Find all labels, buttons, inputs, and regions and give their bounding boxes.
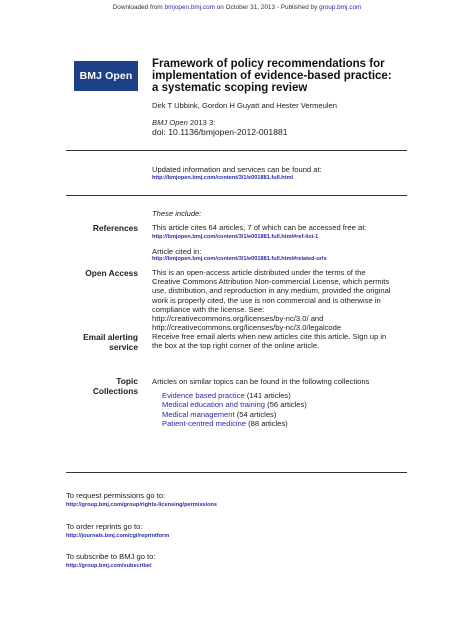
open-access-line: http://creativecommons.org/licenses/by-nc/3.0/ and — [152, 314, 324, 324]
divider — [66, 195, 407, 196]
collection-item[interactable] — [162, 391, 307, 400]
topic-collections-label — [66, 376, 138, 396]
permissions-text: To request permissions go to: — [66, 491, 166, 500]
title-line-2: implementation of evidence-based practice: — [152, 70, 392, 83]
open-access-line: http://creativecommons.org/licenses/by-nc/3.0/legalcode — [152, 323, 342, 333]
open-access-line: use, distribution, and reproduction in any medium, provided the original — [152, 286, 391, 296]
collection-count: (88 articles) — [246, 418, 288, 428]
email-alerting-line-1: Receive free email alerts when new articles cite this article. Sign up in — [152, 332, 387, 341]
collection-count: (54 articles) — [234, 409, 277, 419]
open-access-text — [152, 268, 417, 332]
divider — [66, 150, 407, 151]
email-alerting-label-line-2: service — [109, 342, 138, 352]
collection-name[interactable]: Medical education and training — [162, 400, 266, 410]
open-access-line: work is properly cited, the use is non commercial and is otherwise in — [152, 295, 381, 305]
journal-name: BMJ Open — [152, 118, 188, 127]
collection-item[interactable] — [162, 410, 307, 419]
collections-list — [162, 391, 307, 428]
logo-text: BMJ Open — [79, 70, 133, 82]
subscribe-url[interactable]: http://group.bmj.com/subscribe/ — [66, 563, 152, 569]
open-access-line: Creative Commons Attribution Non-commercial License, which permits — [152, 277, 390, 287]
email-alerting-text — [152, 332, 417, 350]
article-cited-url[interactable]: http://bmjopen.bmj.com/content/3/1/e001881.full.html#related-urls — [152, 256, 327, 262]
references-text: This article cites 64 articles, 7 of which can be accessed free at: — [152, 223, 367, 232]
collection-name[interactable]: Medical management — [162, 409, 235, 419]
collection-item[interactable] — [162, 419, 307, 428]
subscribe-text: To subscribe to BMJ go to: — [66, 552, 156, 561]
collection-count: (141 articles) — [244, 391, 291, 400]
article-doi: doi: 10.1136/bmjopen-2012-001881 — [152, 127, 288, 137]
collection-name[interactable]: Patient-centred medicine — [162, 418, 246, 428]
collection-name[interactable]: Evidence based practice — [162, 391, 245, 400]
email-alerting-label-line-1: Email alerting — [83, 332, 138, 342]
permissions-url[interactable]: http://group.bmj.com/group/rights-licensing/permissions — [66, 502, 218, 508]
topic-label-line-1: Topic — [116, 376, 138, 386]
banner-prefix: Downloaded from — [112, 4, 165, 11]
bmj-open-logo — [74, 61, 138, 91]
title-line-3: a systematic scoping review — [152, 82, 308, 95]
updated-info-text: Updated information and services can be found at: — [152, 165, 322, 174]
reprints-text: To order reprints go to: — [66, 522, 143, 531]
references-url[interactable]: http://bmjopen.bmj.com/content/3/1/e001881.full.html#ref-list-1 — [152, 234, 319, 240]
email-alerting-line-2: the box at the top right corner of the online article. — [152, 341, 320, 351]
download-banner — [0, 4, 474, 11]
reprints-url[interactable]: http://journals.bmj.com/cgi/reprintform — [66, 533, 170, 539]
journal-volume: 2013 3: — [187, 118, 216, 127]
article-title — [152, 58, 422, 95]
article-cited-text: Article cited in: — [152, 247, 202, 256]
email-alerting-label — [66, 332, 138, 352]
updated-info-url[interactable]: http://bmjopen.bmj.com/content/3/1/e001881.full.html — [152, 175, 294, 181]
collection-count: (56 articles) — [265, 400, 307, 410]
open-access-line: This is an open-access article distributed under the terms of the — [152, 268, 366, 277]
banner-middle: on October 31, 2013 - Published by — [214, 4, 320, 11]
article-authors: Dirk T Ubbink, Gordon H Guyatt and Hester Vermeulen — [152, 101, 338, 110]
divider — [66, 472, 407, 473]
group-bmj-link[interactable]: group.bmj.com — [319, 4, 362, 11]
these-include-heading: These include: — [152, 209, 202, 218]
open-access-label: Open Access — [85, 268, 138, 278]
bmjopen-link[interactable]: bmjopen.bmj.com — [164, 4, 215, 11]
open-access-line: compliance with the license. See: — [152, 304, 265, 314]
topic-intro-text: Articles on similar topics can be found in the following collections — [152, 377, 370, 386]
topic-label-line-2: Collections — [92, 386, 138, 396]
references-label: References — [92, 223, 138, 233]
title-line-1: Framework of policy recommendations for — [152, 58, 385, 70]
collection-item[interactable] — [162, 400, 307, 409]
